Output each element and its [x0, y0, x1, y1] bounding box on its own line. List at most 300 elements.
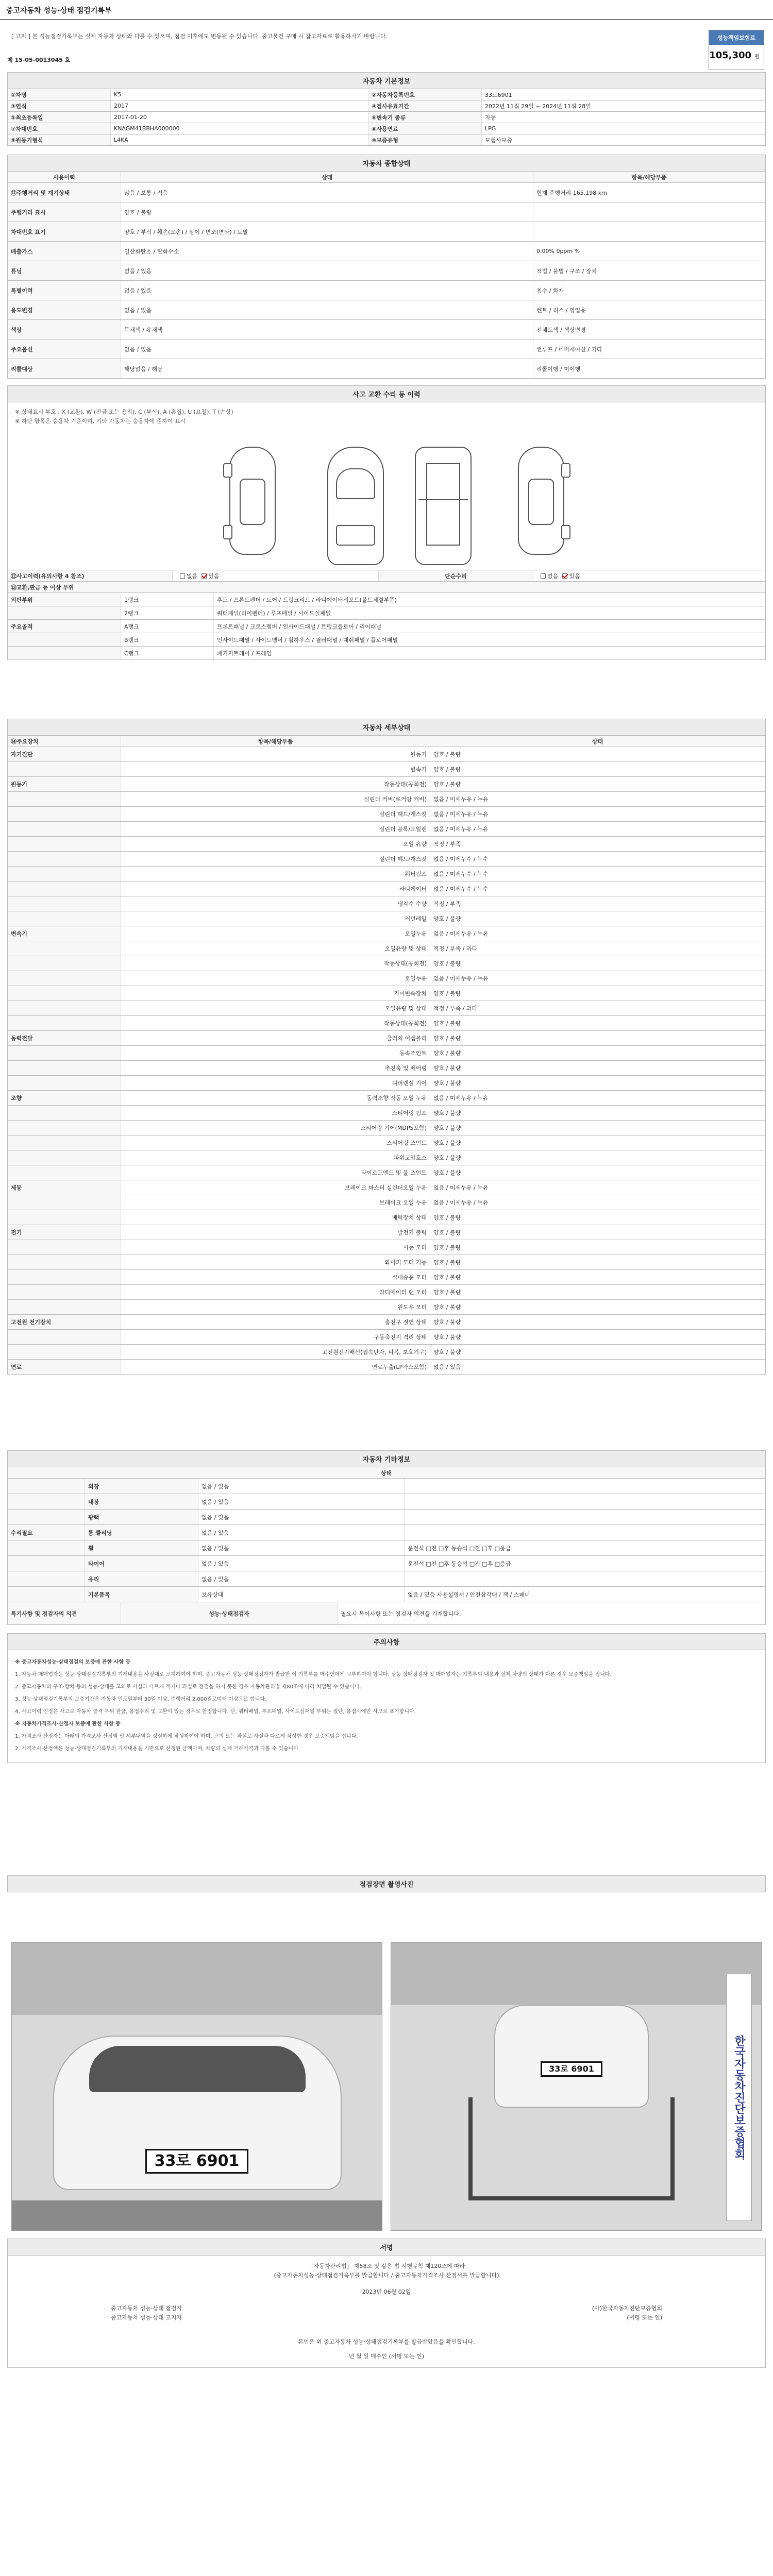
detail-status: 양호 / 불량 — [430, 911, 765, 926]
price-box — [709, 30, 764, 70]
detail-row — [8, 1031, 765, 1046]
state-row — [8, 242, 765, 261]
car-side-left-diagram — [229, 447, 276, 555]
detail-status: 없음 / 미세누유 / 누유 — [430, 807, 765, 821]
car-windshield-shape — [89, 2046, 306, 2092]
state-value: 없음 / 있음 — [121, 281, 533, 300]
detail-status: 양호 / 불량 — [430, 762, 765, 776]
rank-row — [8, 647, 765, 660]
notes-paragraph: 3. 성능·상태점검기록부의 보증기간은 자동차 인도일부터 30일 이상, 주행거리 2,000킬로미터 이상으로 합니다. — [15, 1697, 267, 1702]
detail-row — [8, 792, 765, 807]
detail-row — [8, 1270, 765, 1285]
wheel-shape — [223, 525, 232, 539]
detail-part: 스티어링 기어(MDPS포함) — [121, 1121, 430, 1135]
detail-group — [8, 896, 121, 911]
photos-section — [7, 1875, 766, 1892]
state-extra: 렌트 / 리스 / 영업용 — [533, 300, 765, 319]
other-group: 수리필요 — [8, 1525, 85, 1540]
basic-info-section — [7, 72, 766, 146]
other-extra — [405, 1494, 765, 1509]
basic-value: LPG — [482, 123, 765, 134]
detail-status: 양호 / 불량 — [430, 986, 765, 1001]
other-extra — [405, 1571, 765, 1586]
sign-left-2: 중고자동차 성능·상태 고지자 — [111, 2314, 182, 2321]
detail-status: 없음 / 미세누유 / 누유 — [430, 1195, 765, 1210]
detail-row — [8, 1091, 765, 1106]
detail-part: 오일누유 — [121, 971, 430, 986]
detail-row — [8, 1300, 765, 1315]
rank-group — [8, 606, 121, 619]
other-status: 없음 / 있음 — [198, 1556, 405, 1571]
state-row — [8, 261, 765, 281]
detail-group — [8, 1330, 121, 1344]
detail-group — [8, 822, 121, 836]
ceiling-shape — [391, 1943, 762, 2005]
wheel-shape — [561, 525, 570, 539]
detail-part: 기어변속장치 — [121, 986, 430, 1001]
other-label: 외장 — [85, 1479, 198, 1494]
rank-group: 주요골격 — [8, 620, 121, 633]
rank-items: 인사이드패널 / 사이드멤버 / 휠하우스 / 필러패널 / 대쉬패널 / 플로어패널 — [214, 633, 765, 646]
detail-status: 양호 / 불량 — [430, 747, 765, 761]
detail-part: 동력조향 작동 오일 누유 — [121, 1091, 430, 1105]
notes-body — [7, 1650, 766, 1763]
state-row — [8, 281, 765, 300]
detail-row — [8, 1180, 765, 1195]
notes-paragraph: 2. 가격조사·산정액은 성능·상태점검기록부의 기재내용을 기반으로 산정된 금액이며, 차량의 실제 거래가격과 다를 수 있습니다. — [15, 1746, 300, 1752]
basic-row — [8, 100, 765, 112]
detail-group — [8, 986, 121, 1001]
state-header-col1: 사용이력 — [8, 172, 121, 182]
detail-group — [8, 956, 121, 971]
detail-status: 양호 / 불량 — [430, 1285, 765, 1299]
detail-status: 없음 / 미세누유 / 누유 — [430, 1180, 765, 1195]
detail-part: 오일 유량 — [121, 837, 430, 851]
detail-group — [8, 1270, 121, 1284]
price-unit: 원 — [754, 54, 760, 60]
detail-status: 양호 / 불량 — [430, 1150, 765, 1165]
detail-status: 양호 / 불량 — [430, 1255, 765, 1269]
opinion-mid: 성능·상태점검자 — [121, 1602, 338, 1624]
detail-status: 적정 / 부족 — [430, 837, 765, 851]
photos-title: 점검장면 촬영사진 — [7, 1875, 766, 1892]
other-row — [8, 1540, 765, 1556]
detail-group: 조향 — [8, 1091, 121, 1105]
detail-part: 스티어링 펌프 — [121, 1106, 430, 1120]
basic-label: ⑦차대번호 — [8, 123, 111, 134]
state-value: 해당없음 / 해당 — [121, 359, 533, 378]
detail-group — [8, 1285, 121, 1299]
other-label: 룸 클리닝 — [85, 1525, 198, 1540]
state-value: 없음 / 있음 — [121, 340, 533, 359]
state-value: 양호 / 불량 — [121, 202, 533, 222]
detail-group: 제동 — [8, 1180, 121, 1195]
detail-part: 배력장치 상태 — [121, 1210, 430, 1225]
sign-right-1: (사)한국자동차진단보증협회 — [592, 2305, 662, 2312]
detail-part: 고전원전기배선(접속단자, 피복, 보호기구) — [121, 1345, 430, 1359]
other-status: 없음 / 있음 — [198, 1494, 405, 1509]
window-shape — [528, 479, 554, 525]
basic-value: L4KA — [111, 134, 368, 145]
basic-label: ⑨원동기형식 — [8, 134, 111, 145]
basic-label: ④검사유효기간 — [368, 100, 482, 111]
state-label: 배출가스 — [8, 242, 121, 261]
basic-value: 2022년 11월 29일 ~ 2024년 11월 28일 — [482, 100, 765, 111]
detail-row — [8, 1315, 765, 1330]
basic-info-table — [7, 89, 766, 146]
other-row — [8, 1556, 765, 1571]
rank-rows — [8, 593, 765, 660]
detail-row — [8, 762, 765, 777]
state-row — [8, 183, 765, 202]
other-extra: 없음 / 있음 사용설명서 / 안전삼각대 / 잭 / 스패너 — [405, 1587, 765, 1602]
state-value: 없음 / 있음 — [121, 261, 533, 280]
notes-title: 주의사항 — [7, 1633, 766, 1650]
state-extra: 전체도색 / 색상변경 — [533, 320, 765, 339]
detail-group — [8, 1165, 121, 1180]
other-rows — [8, 1479, 765, 1602]
repair-value: 없음 있음 — [533, 570, 765, 581]
state-row — [8, 202, 765, 222]
plate-front: 33로 6901 — [145, 2149, 248, 2174]
other-row — [8, 1587, 765, 1602]
detail-group — [8, 1150, 121, 1165]
state-row — [8, 222, 765, 242]
basic-label: ⑧사용연료 — [368, 123, 482, 134]
detail-status: 없음 / 미세누유 / 누유 — [430, 1091, 765, 1105]
detail-group — [8, 941, 121, 956]
other-extra — [405, 1525, 765, 1540]
detail-part: 구동축전지 격리 상태 — [121, 1330, 430, 1344]
detail-group — [8, 1061, 121, 1075]
detail-row — [8, 882, 765, 896]
notes-paragraph: 1. 자동차 매매업자는 성능·상태점검기록부의 기재내용을 사실대로 고지하여야 하며, 중고자동차 성능·상태점검자가 발급한 이 기록부를 매수인에게 교부하여야 합니다. 성능·상태점검자 및 매매업자는 기록부의 내용과 실제 차량의 상태가 다른 경우 보증책임을 집니다. — [15, 1672, 612, 1677]
other-label: 내장 — [85, 1494, 198, 1509]
detail-part: 작동상태(공회전) — [121, 956, 430, 971]
detail-row — [8, 1195, 765, 1210]
detail-part: 실린더 블록/오일팬 — [121, 822, 430, 836]
other-extra — [405, 1510, 765, 1524]
rank-group — [8, 647, 121, 659]
rank-name: C랭크 — [121, 647, 214, 659]
other-row — [8, 1479, 765, 1494]
sign-right — [592, 2304, 662, 2323]
other-extra: 운전석 □전 □후 동승석 □전 □후 □응급 — [405, 1556, 765, 1571]
notes-section — [7, 1633, 766, 1763]
rank-items: 후드 / 프론트펜더 / 도어 / 트렁크리드 / 라디에이터서포트(볼트체결부품) — [214, 593, 765, 606]
detail-part: 실내송풍 모터 — [121, 1270, 430, 1284]
detail-status: 없음 / 미세누유 / 누유 — [430, 822, 765, 836]
detail-part: 워터펌프 — [121, 867, 430, 881]
other-group — [8, 1510, 85, 1524]
window-shape — [240, 479, 265, 525]
detail-status: 양호 / 불량 — [430, 1046, 765, 1060]
repair-label: 단순수리 — [379, 570, 533, 581]
detail-row — [8, 1046, 765, 1061]
state-row — [8, 359, 765, 379]
rank-group: 외판부위 — [8, 593, 121, 606]
detail-status: 양호 / 불량 — [430, 1016, 765, 1030]
detail-part: 커먼레일 — [121, 911, 430, 926]
state-value: 없음 / 있음 — [121, 300, 533, 319]
basic-label: ⑥변속기 종류 — [368, 112, 482, 123]
other-status: 없음 / 있음 — [198, 1525, 405, 1540]
rank-row — [8, 606, 765, 620]
detail-group — [8, 1300, 121, 1314]
detail-status: 양호 / 불량 — [430, 1225, 765, 1240]
detail-status: 양호 / 불량 — [430, 1240, 765, 1255]
detail-group: 연료 — [8, 1360, 121, 1374]
other-title: 자동차 기타정보 — [7, 1450, 766, 1467]
detail-group — [8, 911, 121, 926]
other-group — [8, 1556, 85, 1571]
detail-status: 양호 / 불량 — [430, 1315, 765, 1329]
state-rows — [8, 183, 765, 379]
accident-label: ⑫사고이력(유의사항 4 참조) — [8, 570, 173, 581]
detail-group — [8, 1255, 121, 1269]
detail-group — [8, 1106, 121, 1120]
state-row — [8, 300, 765, 320]
detail-section — [7, 719, 766, 1375]
detail-row — [8, 941, 765, 956]
basic-label: ③연식 — [8, 100, 111, 111]
detail-row — [8, 837, 765, 852]
detail-header-col2: 항목/해당부품 — [121, 736, 430, 747]
state-extra — [533, 202, 765, 222]
checkbox-none — [180, 573, 185, 579]
basic-value: 자동 — [482, 112, 765, 123]
legend-line-1: ※ 상태표시 부호 : X (교환), W (판금 또는 용접), C (부식), A (흠집), U (요철), T (손상) — [15, 409, 233, 415]
detail-part: 작동상태(공회전) — [121, 777, 430, 791]
detail-status: 양호 / 불량 — [430, 1106, 765, 1120]
car-side-right-diagram — [518, 447, 564, 555]
other-extra — [405, 1479, 765, 1494]
sign-section — [7, 2239, 766, 2368]
detail-row — [8, 1330, 765, 1345]
notes-paragraph: 1. 가격조사·산정자는 아래의 가격조사·산정액 및 세부내역을 성실하게 작성하여야 하며, 고의 또는 과실로 사실과 다르게 작성한 경우 보증책임을 집니다. — [15, 1734, 358, 1739]
other-row — [8, 1494, 765, 1510]
other-group — [8, 1494, 85, 1509]
checkbox-none — [541, 573, 546, 579]
basic-row — [8, 112, 765, 123]
car-top-diagram — [327, 447, 384, 565]
detail-row — [8, 1106, 765, 1121]
notes-paragraph: ※ 자동차가격조사·산정자 보증에 관한 사항 등 — [15, 1721, 121, 1727]
other-row — [8, 1525, 765, 1540]
basic-value: 33로6901 — [482, 89, 765, 100]
sign-bottom: 년 월 일 매수인 (서명 또는 인) — [348, 2353, 425, 2360]
detail-row — [8, 1121, 765, 1136]
detail-group: 고전원 전기장치 — [8, 1315, 121, 1329]
other-header: 상태 — [8, 1467, 765, 1478]
other-group — [8, 1540, 85, 1555]
sign-people-row — [8, 2297, 765, 2323]
state-header-col2: 상태 — [121, 172, 533, 182]
detail-group — [8, 867, 121, 881]
car-diagram — [8, 431, 765, 570]
detail-status: 없음 / 미세누유 / 누유 — [430, 971, 765, 986]
detail-row — [8, 1225, 765, 1240]
basic-label: ①차명 — [8, 89, 111, 100]
detail-row — [8, 911, 765, 926]
frame-shape — [426, 463, 460, 546]
notice-text: [ 고지 ] 본 성능점검기록부는 실제 자동차 상태와 다를 수 있으며, 점검 이후에도 변동될 수 있습니다. 중고물건 구매 시 참고자료로 활용하시기 바랍니다. — [11, 33, 388, 40]
state-label: 차대번호 표기 — [8, 222, 121, 241]
sign-date: 2023년 06월 02일 — [362, 2289, 411, 2295]
detail-part: 타이로드엔드 및 볼 조인트 — [121, 1165, 430, 1180]
state-label: 리콜대상 — [8, 359, 121, 378]
detail-group — [8, 1001, 121, 1015]
rear-photo — [391, 1942, 762, 2231]
other-label: 기본품목 — [85, 1587, 198, 1602]
detail-status: 적정 / 부족 / 과다 — [430, 941, 765, 956]
detail-row — [8, 986, 765, 1001]
other-extra: 운전석 □전 □후 동승석 □전 □후 □응급 — [405, 1540, 765, 1555]
other-section — [7, 1450, 766, 1625]
detail-group — [8, 762, 121, 776]
accident-legend — [8, 402, 765, 431]
rank-group — [8, 633, 121, 646]
detail-group: 자기진단 — [8, 747, 121, 761]
windshield-shape — [336, 468, 375, 499]
wheel-shape — [561, 463, 570, 478]
checkbox-yes — [562, 573, 567, 579]
rank-items: 프론트패널 / 크로스멤버 / 인사이드패널 / 트렁크플로어 / 리어패널 — [214, 620, 765, 633]
basic-row — [8, 134, 765, 146]
plate-rear: 33로 6901 — [541, 2061, 602, 2077]
state-label: 특별이력 — [8, 281, 121, 300]
detail-status: 양호 / 불량 — [430, 1330, 765, 1344]
detail-status: 양호 / 불량 — [430, 1031, 765, 1045]
detail-group: 동력전달 — [8, 1031, 121, 1045]
detail-row — [8, 1061, 765, 1076]
state-label: 색상 — [8, 320, 121, 339]
detail-row — [8, 1076, 765, 1091]
state-row — [8, 340, 765, 359]
basic-label: ⑤최초등록일 — [8, 112, 111, 123]
basic-row — [8, 123, 765, 134]
banner: 한국자동차진단보증협회 — [726, 1974, 752, 2221]
detail-rows — [8, 747, 765, 1375]
other-table — [7, 1467, 766, 1625]
basic-value: 2017 — [111, 100, 368, 111]
detail-row — [8, 896, 765, 911]
detail-part: 오일유량 및 상태 — [121, 941, 430, 956]
notes-paragraph: ※ 중고자동차성능·상태점검의 보증에 관한 사항 등 — [15, 1659, 131, 1665]
detail-group: 변속기 — [8, 926, 121, 941]
sign-line-1: 「자동차관리법」 제58조 및 같은 법 시행규칙 제120조에 따라 — [308, 2263, 465, 2269]
rank-name: 1랭크 — [121, 593, 214, 606]
detail-part: 브레이크 오일 누유 — [121, 1195, 430, 1210]
lift-shape — [468, 2097, 675, 2200]
detail-part: 실린더 커버(로커암 커버) — [121, 792, 430, 806]
detail-row — [8, 956, 765, 971]
detail-status: 없음 / 있음 — [430, 1360, 765, 1374]
state-label: ⑪주행거리 및 계기상태 — [8, 183, 121, 202]
detail-part: 원동기 — [121, 747, 430, 761]
detail-part: 와이퍼 모터 기능 — [121, 1255, 430, 1269]
detail-row — [8, 867, 765, 882]
detail-status: 양호 / 불량 — [430, 1076, 765, 1090]
sign-receipt: 본인은 위 중고자동차 성능·상태점검기록부를 발급받았음을 확인합니다. — [8, 2331, 765, 2347]
accident-section — [7, 385, 766, 660]
rank-row — [8, 593, 765, 606]
detail-group — [8, 852, 121, 866]
detail-row — [8, 1345, 765, 1360]
other-status: 없음 / 있음 — [198, 1540, 405, 1555]
detail-part: 클러치 어셈블리 — [121, 1031, 430, 1045]
state-extra: 현재 주행거리 165,198 km — [533, 183, 765, 202]
floor-shape — [12, 2200, 382, 2231]
opinion-label: 특기사항 및 점검자의 의견 — [8, 1602, 121, 1624]
detail-status: 적정 / 부족 / 과다 — [430, 1001, 765, 1015]
detail-part: 실린더 헤드/개스킷 — [121, 852, 430, 866]
state-extra: 침수 / 화재 — [533, 281, 765, 300]
state-value: 많음 / 보통 / 적음 — [121, 183, 533, 202]
exchange-label: ⑬교환,판금 등 이상 부위 — [8, 582, 765, 592]
state-extra: 적법 / 불법 / 구조 / 장치 — [533, 261, 765, 280]
detail-group: 원동기 — [8, 777, 121, 791]
detail-group — [8, 1121, 121, 1135]
rear-window-shape — [336, 525, 375, 546]
cert-number: 제 15-05-0013045 호 — [7, 57, 71, 63]
detail-status: 양호 / 불량 — [430, 1165, 765, 1180]
checkbox-yes — [201, 573, 207, 579]
sign-left — [111, 2304, 182, 2323]
detail-group — [8, 1210, 121, 1225]
detail-status: 양호 / 불량 — [430, 1121, 765, 1135]
detail-group — [8, 882, 121, 896]
detail-part: 추진축 및 베어링 — [121, 1061, 430, 1075]
accident-history-row — [8, 570, 765, 582]
detail-part: 등속조인트 — [121, 1046, 430, 1060]
other-group — [8, 1571, 85, 1586]
car-body-shape — [494, 2005, 649, 2108]
detail-row — [8, 807, 765, 822]
rank-name: B랭크 — [121, 633, 214, 646]
rank-row — [8, 633, 765, 647]
detail-group — [8, 792, 121, 806]
other-label: 휠 — [85, 1540, 198, 1555]
detail-part: 라디에이터 — [121, 882, 430, 896]
detail-row — [8, 1001, 765, 1016]
detail-status: 없음 / 미세누유 / 누유 — [430, 926, 765, 941]
other-status: 보유상태 — [198, 1587, 405, 1602]
basic-label: ②자동차등록번호 — [368, 89, 482, 100]
rank-name: 2랭크 — [121, 606, 214, 619]
detail-header-row — [8, 736, 765, 747]
detail-header-col3: 상태 — [430, 736, 765, 747]
state-header-row — [8, 172, 765, 183]
state-label: 튜닝 — [8, 261, 121, 280]
detail-status: 없음 / 미세누수 / 누수 — [430, 867, 765, 881]
other-group — [8, 1479, 85, 1494]
other-group — [8, 1587, 85, 1602]
other-row — [8, 1571, 765, 1587]
price-amount: 105,300 — [709, 50, 752, 61]
detail-row — [8, 1255, 765, 1270]
state-extra: 0.00% 0ppm % — [533, 242, 765, 261]
state-value: 양호 / 부식 / 훼손(오손) / 상이 / 변조(변타) / 도말 — [121, 222, 533, 241]
detail-status: 양호 / 불량 — [430, 1136, 765, 1150]
exchange-label-row — [8, 582, 765, 593]
detail-row — [8, 1240, 765, 1255]
detail-row — [8, 1210, 765, 1225]
detail-group — [8, 1345, 121, 1359]
basic-info-title: 자동차 기본정보 — [7, 72, 766, 89]
detail-title: 자동차 세부상태 — [7, 719, 766, 736]
detail-part: 시동 모터 — [121, 1240, 430, 1255]
